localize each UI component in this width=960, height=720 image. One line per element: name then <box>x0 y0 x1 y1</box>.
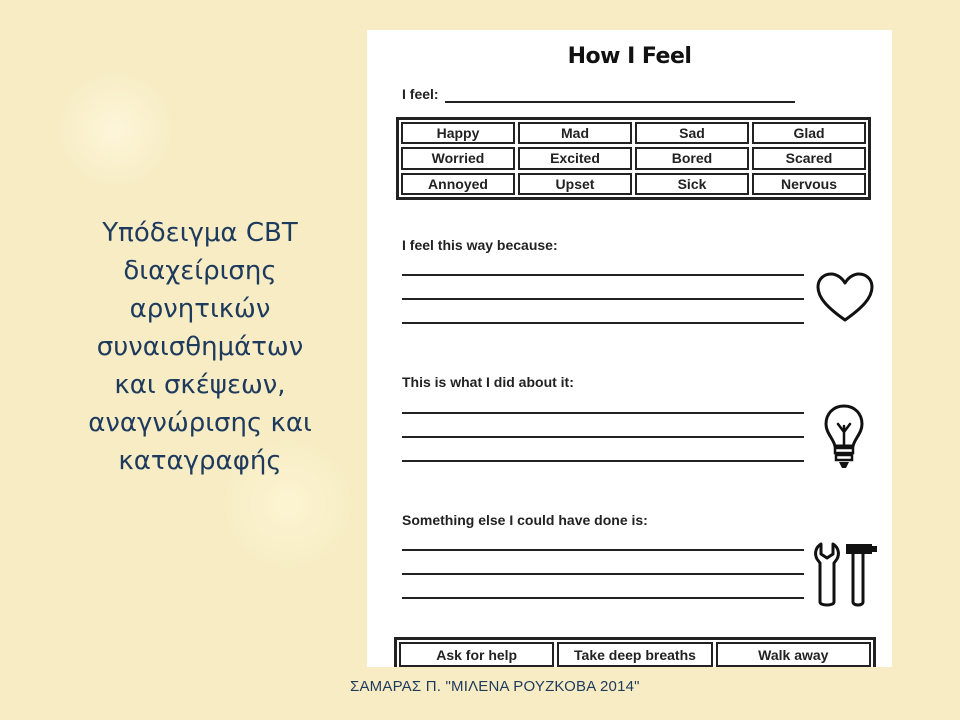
title-line: συναισθημάτων <box>96 332 304 362</box>
feeling-cell[interactable]: Sick <box>635 173 749 195</box>
action-cell[interactable]: Walk away <box>716 642 871 667</box>
writing-line[interactable] <box>402 460 804 462</box>
writing-line[interactable] <box>402 597 804 599</box>
footer-credit: ΣΑΜΑΡΑΣ Π. "ΜΙΛΕΝΑ ΡΟΥΖΚΟΒΑ 2014" <box>350 678 640 695</box>
feeling-cell[interactable]: Happy <box>401 122 515 144</box>
writing-line[interactable] <box>402 573 804 575</box>
feeling-cell[interactable]: Scared <box>752 147 866 169</box>
heart-icon <box>814 270 876 326</box>
writing-line[interactable] <box>402 274 804 276</box>
section-label: This is what I did about it: <box>402 374 574 390</box>
worksheet <box>367 30 892 667</box>
tools-icon <box>813 540 879 608</box>
action-cell[interactable]: Ask for help <box>399 642 554 667</box>
feeling-cell[interactable]: Upset <box>518 173 632 195</box>
title-line: διαχείρισης <box>123 256 277 286</box>
writing-line[interactable] <box>402 549 804 551</box>
feeling-cell[interactable]: Nervous <box>752 173 866 195</box>
writing-line[interactable] <box>402 412 804 414</box>
writing-line[interactable] <box>402 436 804 438</box>
section-label: I feel this way because: <box>402 237 558 253</box>
feelings-grid <box>396 117 871 200</box>
writing-line[interactable] <box>402 322 804 324</box>
feeling-cell[interactable]: Worried <box>401 147 515 169</box>
writing-line[interactable] <box>402 298 804 300</box>
i-feel-label: I feel: <box>402 86 439 102</box>
section-label: Something else I could have done is: <box>402 512 648 528</box>
feeling-cell[interactable]: Bored <box>635 147 749 169</box>
coping-actions <box>394 637 876 667</box>
title-line: αναγνώρισης και <box>88 408 312 438</box>
feeling-cell[interactable]: Sad <box>635 122 749 144</box>
feeling-cell[interactable]: Excited <box>518 147 632 169</box>
action-cell[interactable]: Take deep breaths <box>557 642 712 667</box>
slide-title <box>60 214 340 480</box>
title-line: και σκέψεων, <box>114 370 286 400</box>
feeling-cell[interactable]: Annoyed <box>401 173 515 195</box>
feeling-cell[interactable]: Mad <box>518 122 632 144</box>
worksheet-title: How I Feel <box>567 44 692 69</box>
title-line: καταγραφής <box>118 446 282 476</box>
title-line: Υπόδειγμα CBT <box>102 218 298 248</box>
lightbulb-icon <box>822 402 866 474</box>
i-feel-underline <box>445 101 795 103</box>
title-line: αρνητικών <box>129 294 271 324</box>
feeling-cell[interactable]: Glad <box>752 122 866 144</box>
